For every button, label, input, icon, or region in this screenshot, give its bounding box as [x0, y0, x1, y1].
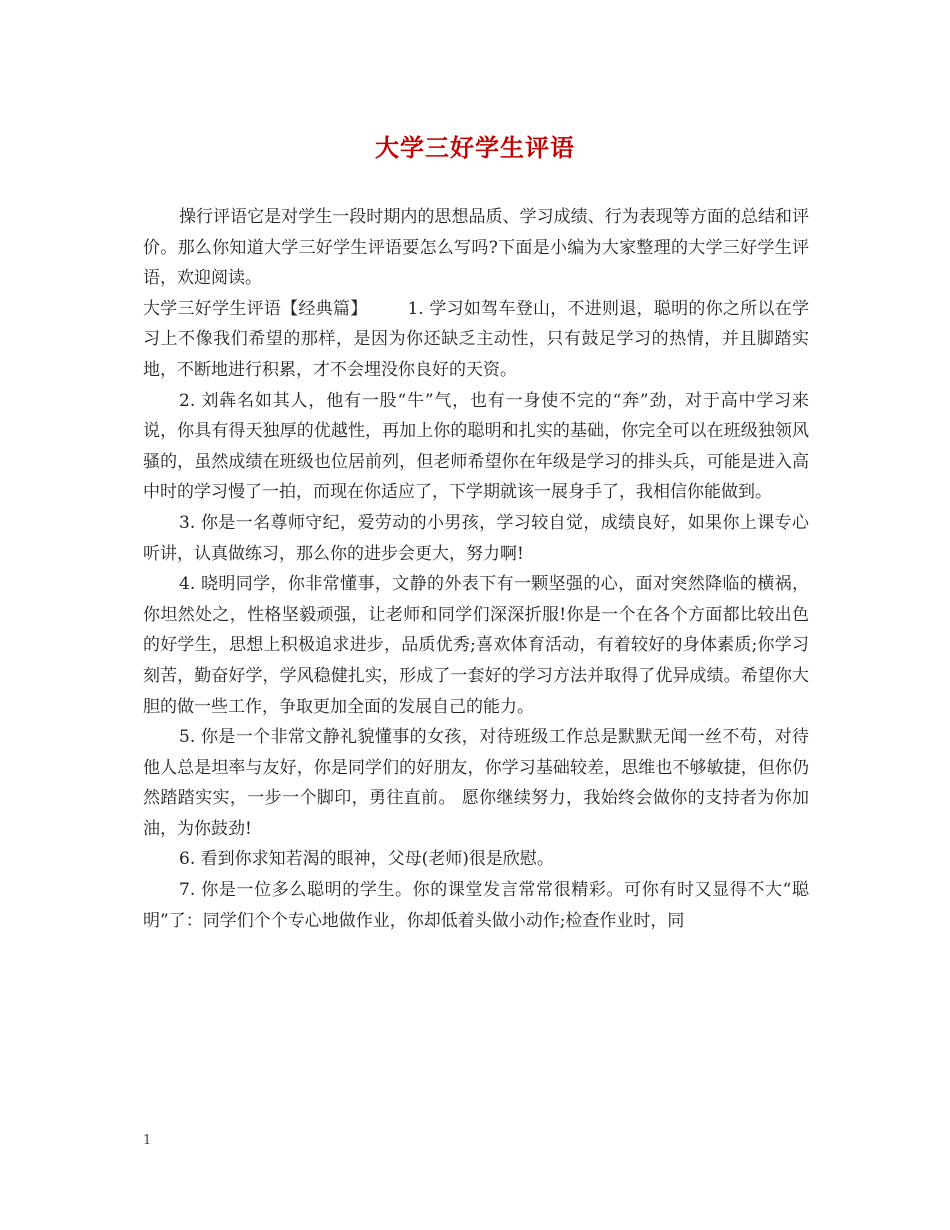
comment-item-7: 7. 你是一位多么聪明的学生。你的课堂发言常常很精彩。可你有时又显得不大“聪明”了：同学们个个专心地做作业，你却低着头做小动作;检查作业时，同: [143, 880, 809, 931]
section-heading: 大学三好学生评语【经典篇】: [143, 298, 368, 319]
document-body: [143, 202, 809, 936]
intro-paragraph: 操行评语它是对学生一段时期内的思想品质、学习成绩、行为表现等方面的总结和评价。那么你知道大学三好学生评语要怎么写吗?下面是小编为大家整理的大学三好学生评语，欢迎阅读。: [143, 207, 809, 289]
document-title: 大学三好学生评语: [375, 133, 575, 162]
section-paragraph: [143, 294, 809, 386]
comment-item-6: 6. 看到你求知若渴的眼神，父母(老师)很是欣慰。: [179, 849, 554, 870]
comment-item-3: 3. 你是一名尊师守纪，爱劳动的小男孩，学习较自觉，成绩良好，如果你上课专心听讲，认真做练习，那么你的进步会更大，努力啊!: [143, 512, 809, 564]
comment-item-4: 4. 晓明同学，你非常懂事，文静的外表下有一颗坚强的心，面对突然降临的横祸，你坦然处之，性格坚毅顽强，让老师和同学们深深折服!你是一个在各个方面都比较出色的好学生，思想上积极追求进步，品质优秀;喜欢体育活动，有着较好的身体素质;你学习刻苦，勤奋好学，学风稳健扎实，形成了一套好的学习方法并取得了优异成绩。希望你大胆的做一些工作，争取更加全面的发展自己的能力。: [143, 574, 809, 717]
page-number: 1: [143, 1133, 152, 1148]
comment-item-2: 2. 刘犇名如其人，他有一股“牛”气，也有一身使不完的“奔”劲，对于高中学习来说，你具有得天独厚的优越性，再加上你的聪明和扎实的基础，你完全可以在班级独领风骚的，虽然成绩在班级也位居前列，但老师希望你在年级是学习的排头兵，可能是进入高中时的学习慢了一拍，而现在你适应了，下学期就该一展身手了，我相信你能做到。: [143, 390, 809, 503]
comment-item-1: 1. 学习如驾车登山，不进则退，聪明的你之所以在学习上不像我们希望的那样，是因为你还缺乏主动性，只有鼓足学习的热情，并且脚踏实地，不断地进行积累，才不会埋没你良好的天资。: [143, 298, 809, 380]
comment-item-5: 5. 你是一个非常文静礼貌懂事的女孩，对待班级工作总是默默无闻一丝不苟，对待他人总是坦率与友好，你是同学们的好朋友，你学习基础较差，思维也不够敏捷，但你仍然踏踏实实，一步一个脚印，勇往直前。 愿你继续努力，我始终会做你的支持者为你加油，为你鼓劲!: [143, 727, 809, 839]
